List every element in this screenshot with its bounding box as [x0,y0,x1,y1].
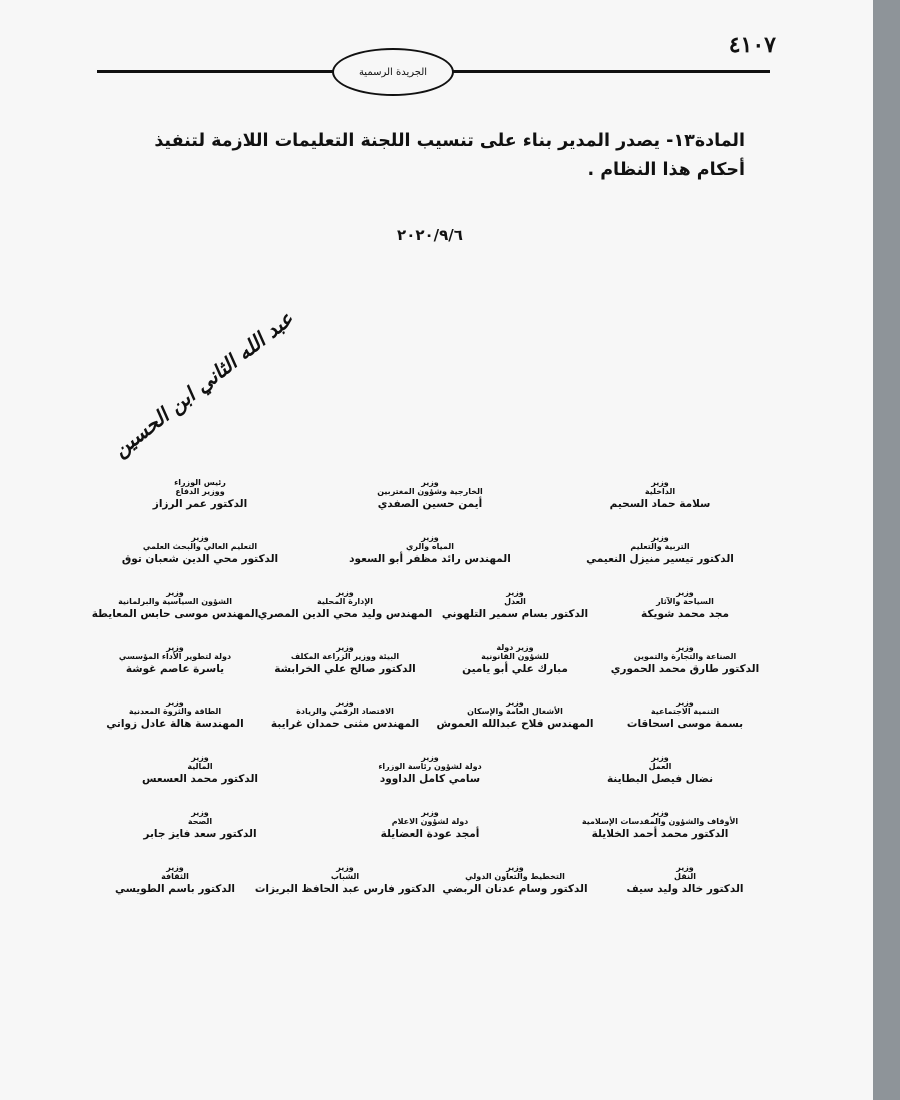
minister-signature-block [260,698,430,753]
minister-signature-block [600,698,770,753]
minister-name: الدكتور محمد أحمد الخلايلة [591,828,729,840]
minister-portfolio: الأشغال العامة والإسكان [467,707,563,716]
minister-signature-block [430,588,600,643]
minister-name: الدكتور سعد فايز جابر [143,828,257,840]
minister-title: وزير [166,588,184,597]
minister-name: المهندس فلاح عبدالله العموش [436,718,594,730]
minister-portfolio: التخطيط والتعاون الدولي [465,872,565,881]
minister-title: وزير [506,863,524,872]
minister-signature-block [550,808,770,863]
minister-signature-block [320,753,540,808]
minister-title: وزير [166,698,184,707]
ministers-row [90,643,770,698]
minister-name: ياسرة عاصم غوشة [125,663,225,675]
minister-title: وزير [336,643,354,652]
minister-name: مجد محمد شويكة [641,608,729,620]
minister-name: الدكتور عمر الرزاز [152,498,248,510]
minister-name: مبارك علي أبو يامين [462,663,568,675]
minister-portfolio: الصناعة والتجارة والتموين [633,652,737,661]
minister-title: وزير [421,753,439,762]
minister-name: المهندس مثنى حمدان غرايبة [270,718,420,730]
ministers-row [90,588,770,643]
minister-name: المهندس وليد محي الدين المصري [257,608,433,620]
gazette-header-label: الجريدة الرسمية [358,66,428,78]
minister-signature-block [430,643,600,698]
minister-signature-block [90,863,260,918]
minister-signature-block [260,643,430,698]
minister-signature-block [90,698,260,753]
minister-signature-block [90,753,310,808]
minister-portfolio: الشؤون السياسية والبرلمانية [118,597,232,606]
minister-portfolio: دولة لشؤون رئاسة الوزراء [378,762,482,771]
minister-signature-block [600,863,770,918]
ministers-row [90,533,770,588]
minister-signature-block [600,643,770,698]
minister-name: المهندسة هالة عادل زواتي [106,718,244,730]
minister-signature-block [90,588,260,643]
minister-portfolio: الأوقاف والشؤون والمقدسات الإسلامية [581,817,739,826]
minister-title: وزير [191,533,209,542]
ministers-row [90,863,770,918]
minister-title: وزير [676,698,694,707]
minister-title: وزير [676,588,694,597]
ministers-row [90,808,770,863]
minister-title: وزير [166,863,184,872]
ministers-signature-grid [90,478,770,918]
minister-portfolio: التنمية الاجتماعية [650,707,720,716]
minister-portfolio: العدل [504,597,526,606]
minister-portfolio: للشؤون القانونية [481,652,549,661]
minister-title: وزير [166,643,184,652]
minister-signature-block [550,533,770,588]
minister-title: وزير [506,588,524,597]
minister-title: وزير دولة [496,643,534,652]
minister-portfolio: الثقافة [161,872,189,881]
royal-signature: عبد الله الثاني ابن الحسين [108,306,298,462]
minister-portfolio: التعليم العالي والبحث العلمي [142,542,258,551]
minister-portfolio: الداخلية [644,487,676,496]
minister-portfolio: المالية [187,762,213,771]
minister-name: الدكتور خالد وليد سيف [626,883,744,895]
minister-signature-block [320,808,540,863]
minister-title: وزير [336,698,354,707]
minister-name: الدكتور طارق محمد الحموري [610,663,760,675]
minister-portfolio: الاقتصاد الرقمي والريادة [296,707,394,716]
minister-portfolio: العمل [648,762,672,771]
minister-title: وزير [651,533,669,542]
minister-name: المهندس موسى حابس المعايطة [91,608,259,620]
minister-title: وزير [651,808,669,817]
minister-title: وزير [336,863,354,872]
minister-name: أيمن حسين الصفدي [377,498,483,510]
minister-portfolio: الإدارة المحلية [317,597,373,606]
minister-portfolio: الصحة [187,817,213,826]
minister-title: وزير [676,643,694,652]
article-13-text: المادة١٣- يصدر المدير بناء على تنسيب اللجنة التعليمات اللازمة لتنفيذ أحكام هذا النظام . [154,131,745,180]
minister-signature-block [320,478,540,533]
minister-portfolio: الخارجية وشؤون المغتربين [377,487,483,496]
minister-signature-block [600,588,770,643]
minister-signature-block [550,753,770,808]
minister-signature-block [90,643,260,698]
minister-name: أمجد عودة العضايلة [380,828,480,840]
minister-portfolio: المياه والري [406,542,454,551]
minister-name: الدكتور تيسير منيزل النعيمي [586,553,734,565]
minister-title: وزير [506,698,524,707]
minister-portfolio: ووزير الدفاع [175,487,225,496]
minister-portfolio: البيئة ووزير الزراعة المكلف [290,652,400,661]
minister-signature-block [320,533,540,588]
page-number: ٤١٠٧ [728,32,776,58]
minister-name: الدكتور محي الدين شعبان توق [121,553,279,565]
minister-title: وزير [421,478,439,487]
minister-title: وزير [191,753,209,762]
minister-title: وزير [676,863,694,872]
minister-name: الدكتور محمد العسعس [141,773,259,785]
minister-portfolio: النقل [674,872,696,881]
minister-name: الدكتور فارس عبد الحافظ البريزات [254,883,436,895]
issue-date: ٢٠٢٠/٩/٦ [397,226,463,244]
minister-name: نضال فيصل البطاينة [606,773,714,785]
minister-name: الدكتور صالح علي الخرابشة [274,663,416,675]
minister-signature-block [254,863,436,918]
minister-portfolio: الطاقة والثروة المعدنية [128,707,222,716]
minister-portfolio: دولة لشؤون الاعلام [391,817,469,826]
minister-name: بسمة موسى اسحاقات [626,718,744,730]
minister-title: وزير [336,588,354,597]
minister-name: سلامة حماد السحيم [609,498,711,510]
minister-signature-block [90,478,310,533]
minister-signature-block [90,533,310,588]
minister-signature-block [550,478,770,533]
minister-signature-block [430,863,600,918]
minister-title: وزير [421,808,439,817]
minister-signature-block [430,698,600,753]
minister-portfolio: الشباب [330,872,360,881]
minister-title: وزير [421,533,439,542]
minister-title: وزير [651,753,669,762]
minister-title: رئيس الوزراء [174,478,226,487]
gazette-header-badge [332,48,454,96]
minister-name: المهندس رائد مظفر أبو السعود [349,553,511,565]
minister-name: الدكتور بسام سمير التلهوني [441,608,589,620]
ministers-row [90,753,770,808]
viewer-side-bar [873,0,900,1100]
ministers-row [90,478,770,533]
minister-signature-block [257,588,433,643]
minister-title: وزير [651,478,669,487]
minister-name: سامي كامل الداوود [379,773,481,785]
minister-portfolio: السياحة والآثار [656,597,714,606]
minister-portfolio: دولة لتطوير الأداء المؤسسي [118,652,232,661]
minister-name: الدكتور وسام عدنان الربضي [442,883,588,895]
minister-name: الدكتور باسم الطويسي [115,883,235,895]
minister-signature-block [90,808,310,863]
ministers-row [90,698,770,753]
minister-title: وزير [191,808,209,817]
minister-portfolio: التربية والتعليم [630,542,690,551]
